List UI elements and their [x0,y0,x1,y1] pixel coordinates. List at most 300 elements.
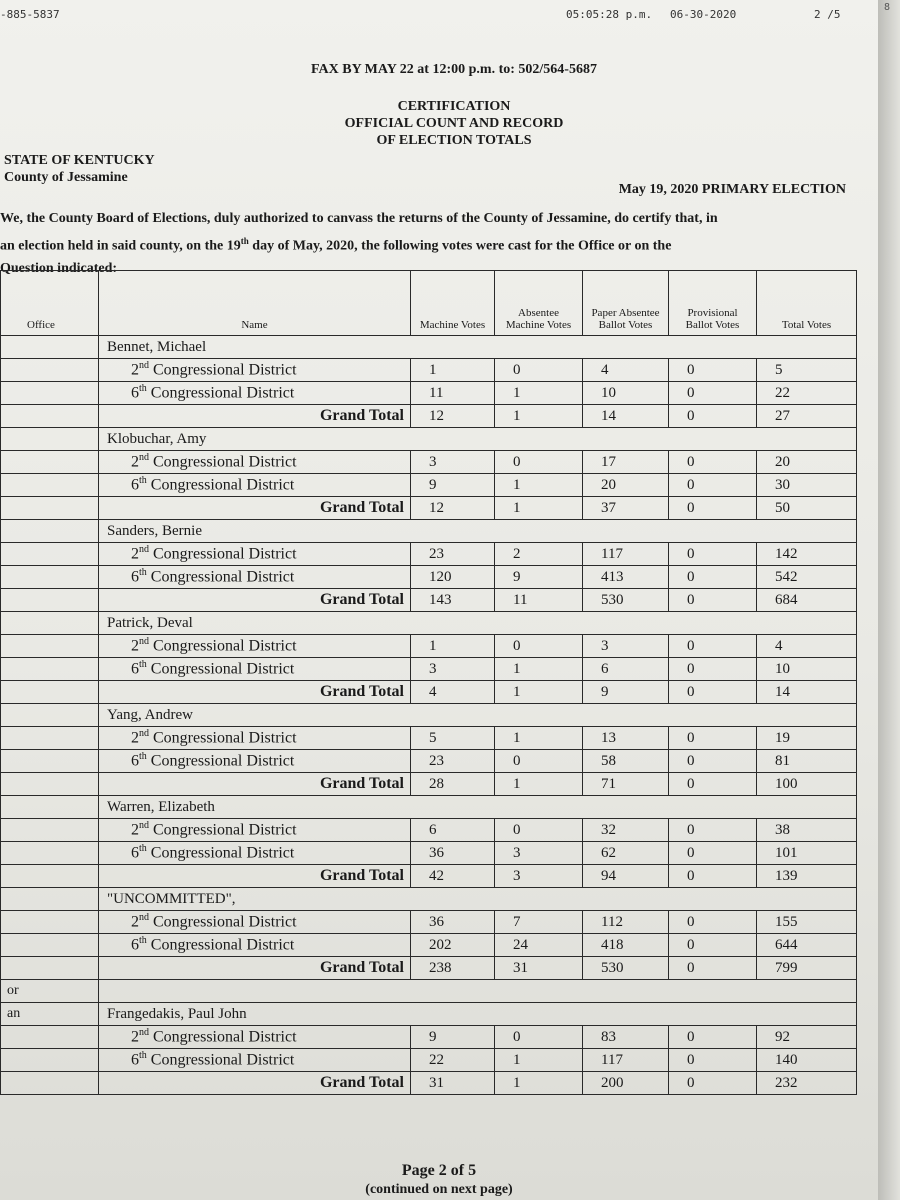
absentee-machine-votes-cell: 7 [495,911,583,934]
district-label [99,635,411,658]
absentee-machine-votes-cell: 31 [495,957,583,980]
office-cell [1,612,99,635]
district-number: 2 [131,821,139,839]
provisional-votes-cell: 0 [669,934,757,957]
grand-total-label: Grand Total [99,865,411,888]
district-2-row [1,543,857,566]
district-label [99,842,411,865]
paper-absentee-votes-cell: 4 [583,359,669,382]
district-text: Congressional District [146,936,295,954]
district-label [99,934,411,957]
total-votes-cell: 20 [757,451,857,474]
header-paper-absentee-votes: Paper Absentee Ballot Votes [583,271,669,336]
total-votes-cell: 542 [757,566,857,589]
para-line-2 [0,230,850,258]
district-6-row [1,1049,857,1072]
state-name: STATE OF KENTUCKY [4,153,155,168]
certification-paragraph [0,208,850,280]
office-cell: an [1,1003,99,1026]
machine-votes-cell: 36 [411,842,495,865]
provisional-votes-cell: 0 [669,1026,757,1049]
total-votes-cell: 27 [757,405,857,428]
header-provisional-votes: Provisional Ballot Votes [669,271,757,336]
total-votes-cell: 5 [757,359,857,382]
provisional-votes-cell: 0 [669,681,757,704]
office-cell-blank [1,566,99,589]
district-number: 2 [131,913,139,931]
provisional-votes-cell: 0 [669,773,757,796]
paper-absentee-votes-cell: 20 [583,474,669,497]
grand-total-row [1,1072,857,1095]
header-office: Office [1,271,99,336]
absentee-machine-votes-cell: 0 [495,750,583,773]
district-text: Congressional District [146,752,295,770]
absentee-machine-votes-cell: 1 [495,1049,583,1072]
candidate-row [1,888,857,911]
grand-total-row [1,589,857,612]
absentee-machine-votes-cell: 1 [495,497,583,520]
district-2-row [1,1026,857,1049]
provisional-votes-cell: 0 [669,635,757,658]
continued-note: (continued on next page) [365,1182,513,1197]
provisional-votes-cell: 0 [669,359,757,382]
district-6-row [1,658,857,681]
district-suffix: th [139,659,147,671]
district-text: Congressional District [149,453,297,471]
machine-votes-cell: 1 [411,359,495,382]
grand-total-label: Grand Total [99,405,411,428]
office-cell-blank [1,589,99,612]
office-cell-blank [1,1072,99,1095]
absentee-machine-votes-cell: 0 [495,359,583,382]
candidate-row [1,612,857,635]
paper-absentee-votes-cell: 32 [583,819,669,842]
district-label [99,727,411,750]
machine-votes-cell: 22 [411,1049,495,1072]
paper-absentee-votes-cell: 71 [583,773,669,796]
district-text: Congressional District [149,637,297,655]
office-cell-blank [1,359,99,382]
state-county-block [4,152,155,186]
absentee-machine-votes-cell: 0 [495,635,583,658]
district-text: Congressional District [149,821,297,839]
paper-absentee-votes-cell: 83 [583,1026,669,1049]
district-label [99,1049,411,1072]
machine-votes-cell: 1 [411,635,495,658]
district-text: Congressional District [149,913,297,931]
paper-absentee-votes-cell: 58 [583,750,669,773]
office-cell-blank [1,405,99,428]
district-number: 2 [131,637,139,655]
paper-absentee-votes-cell: 3 [583,635,669,658]
paper-absentee-votes-cell: 37 [583,497,669,520]
cert-line-2: OFFICIAL COUNT AND RECORD [344,116,564,131]
candidate-name: Bennet, Michael [99,336,857,359]
district-number: 6 [131,1051,139,1069]
grand-total-label: Grand Total [99,589,411,612]
office-cell-blank [1,474,99,497]
district-label [99,543,411,566]
district-text: Congressional District [149,1028,297,1046]
office-cell-blank [1,497,99,520]
district-2-row [1,451,857,474]
provisional-votes-cell: 0 [669,727,757,750]
paper-absentee-votes-cell: 200 [583,1072,669,1095]
machine-votes-cell: 23 [411,543,495,566]
candidate-row [1,704,857,727]
district-number: 2 [131,729,139,747]
district-number: 2 [131,1028,139,1046]
district-number: 6 [131,936,139,954]
grand-total-label: Grand Total [99,1072,411,1095]
district-6-row [1,566,857,589]
para-line-2-b: day of May, 2020, the following votes were cast for the Office or on the [248,238,672,254]
district-suffix: th [139,567,147,579]
district-suffix: th [139,475,147,487]
page-footer [0,1162,878,1198]
paper-absentee-votes-cell: 112 [583,911,669,934]
office-row-blank [99,980,857,1003]
absentee-machine-votes-cell: 24 [495,934,583,957]
next-page-edge [878,0,900,1200]
absentee-machine-votes-cell: 0 [495,819,583,842]
grand-total-label: Grand Total [99,497,411,520]
grand-total-label: Grand Total [99,957,411,980]
absentee-machine-votes-cell: 3 [495,842,583,865]
paper-absentee-votes-cell: 94 [583,865,669,888]
absentee-machine-votes-cell: 0 [495,1026,583,1049]
total-votes-cell: 139 [757,865,857,888]
machine-votes-cell: 9 [411,1026,495,1049]
cert-line-3: OF ELECTION TOTALS [376,133,532,148]
total-votes-cell: 92 [757,1026,857,1049]
district-suffix: th [139,843,147,855]
office-cell [1,704,99,727]
office-label-cell: or [1,980,99,1003]
district-label [99,359,411,382]
office-cell-blank [1,727,99,750]
district-suffix: nd [139,544,149,556]
district-label [99,658,411,681]
office-cell-blank [1,842,99,865]
total-votes-cell: 140 [757,1049,857,1072]
provisional-votes-cell: 0 [669,566,757,589]
machine-votes-cell: 4 [411,681,495,704]
total-votes-cell: 644 [757,934,857,957]
provisional-votes-cell: 0 [669,474,757,497]
machine-votes-cell: 36 [411,911,495,934]
candidate-name: Frangedakis, Paul John [99,1003,857,1026]
office-cell [1,428,99,451]
office-cell-blank [1,819,99,842]
office-cell [1,336,99,359]
office-cell-blank [1,658,99,681]
candidate-row [1,1003,857,1026]
provisional-votes-cell: 0 [669,750,757,773]
district-suffix: nd [139,820,149,832]
district-label [99,382,411,405]
total-votes-cell: 38 [757,819,857,842]
certification-title [30,98,878,149]
district-6-row [1,750,857,773]
district-2-row [1,359,857,382]
absentee-machine-votes-cell: 0 [495,451,583,474]
total-votes-cell: 22 [757,382,857,405]
district-number: 6 [131,752,139,770]
office-cell [1,796,99,819]
paper-absentee-votes-cell: 6 [583,658,669,681]
paper-absentee-votes-cell: 117 [583,543,669,566]
district-label [99,474,411,497]
machine-votes-cell: 3 [411,451,495,474]
fax-transmission-header [0,8,870,24]
edge-digit: 8 [884,2,891,13]
district-label [99,451,411,474]
fax-number: -885-5837 [0,8,60,21]
candidate-name: Klobuchar, Amy [99,428,857,451]
vote-table-body [1,336,857,1095]
grand-total-row [1,773,857,796]
absentee-machine-votes-cell: 11 [495,589,583,612]
district-suffix: nd [139,452,149,464]
absentee-machine-votes-cell: 9 [495,566,583,589]
district-text: Congressional District [146,1051,295,1069]
district-label [99,566,411,589]
header-total-votes: Total Votes [757,271,857,336]
district-number: 2 [131,545,139,563]
total-votes-cell: 684 [757,589,857,612]
candidate-row [1,428,857,451]
district-2-row [1,819,857,842]
absentee-machine-votes-cell: 1 [495,658,583,681]
total-votes-cell: 155 [757,911,857,934]
paper-absentee-votes-cell: 14 [583,405,669,428]
total-votes-cell: 101 [757,842,857,865]
paper-absentee-votes-cell: 117 [583,1049,669,1072]
candidate-name: Yang, Andrew [99,704,857,727]
fax-instruction: FAX BY MAY 22 at 12:00 p.m. to: 502/564-5687 [311,62,597,77]
fax-time: 05:05:28 p.m. [566,8,653,21]
grand-total-row [1,497,857,520]
total-votes-cell: 30 [757,474,857,497]
machine-votes-cell: 28 [411,773,495,796]
total-votes-cell: 81 [757,750,857,773]
grand-total-label: Grand Total [99,773,411,796]
provisional-votes-cell: 0 [669,1072,757,1095]
provisional-votes-cell: 0 [669,865,757,888]
candidate-row [1,336,857,359]
machine-votes-cell: 42 [411,865,495,888]
district-label [99,750,411,773]
district-number: 2 [131,361,139,379]
candidate-row [1,520,857,543]
district-2-row [1,727,857,750]
grand-total-row [1,865,857,888]
district-number: 6 [131,384,139,402]
office-cell-blank [1,1026,99,1049]
total-votes-cell: 142 [757,543,857,566]
provisional-votes-cell: 0 [669,405,757,428]
fax-page-fraction: 2 /5 [814,8,841,21]
absentee-machine-votes-cell: 1 [495,727,583,750]
paper-absentee-votes-cell: 62 [583,842,669,865]
machine-votes-cell: 120 [411,566,495,589]
district-number: 6 [131,568,139,586]
para-line-3: Question indicated: [0,260,118,276]
para-line-2-a: an election held in said county, on the 19 [0,238,241,254]
candidate-name: Patrick, Deval [99,612,857,635]
machine-votes-cell: 12 [411,405,495,428]
provisional-votes-cell: 0 [669,658,757,681]
district-suffix: nd [139,912,149,924]
fax-date: 06-30-2020 [670,8,737,21]
machine-votes-cell: 202 [411,934,495,957]
office-cell-blank [1,543,99,566]
provisional-votes-cell: 0 [669,957,757,980]
office-cell-blank [1,934,99,957]
total-votes-cell: 19 [757,727,857,750]
district-text: Congressional District [146,476,295,494]
district-number: 6 [131,844,139,862]
cert-line-1: CERTIFICATION [397,99,511,114]
district-suffix: nd [139,360,149,372]
district-suffix: nd [139,728,149,740]
total-votes-cell: 10 [757,658,857,681]
paper-absentee-votes-cell: 10 [583,382,669,405]
office-cell-blank [1,750,99,773]
machine-votes-cell: 23 [411,750,495,773]
grand-total-label: Grand Total [99,681,411,704]
grand-total-row [1,405,857,428]
district-suffix: nd [139,636,149,648]
district-label [99,911,411,934]
office-row [1,980,857,1003]
district-text: Congressional District [149,729,297,747]
office-cell-blank [1,911,99,934]
office-cell-blank [1,681,99,704]
machine-votes-cell: 31 [411,1072,495,1095]
total-votes-cell: 50 [757,497,857,520]
district-text: Congressional District [146,568,295,586]
page-number: Page 2 of 5 [401,1162,477,1179]
office-cell-blank [1,635,99,658]
provisional-votes-cell: 0 [669,543,757,566]
absentee-machine-votes-cell: 1 [495,474,583,497]
district-text: Congressional District [146,660,295,678]
district-6-row [1,842,857,865]
office-cell-blank [1,1049,99,1072]
provisional-votes-cell: 0 [669,382,757,405]
district-suffix: th [139,751,147,763]
header-absentee-machine-votes: Absentee Machine Votes [495,271,583,336]
machine-votes-cell: 3 [411,658,495,681]
total-votes-cell: 14 [757,681,857,704]
absentee-machine-votes-cell: 3 [495,865,583,888]
absentee-machine-votes-cell: 2 [495,543,583,566]
machine-votes-cell: 238 [411,957,495,980]
provisional-votes-cell: 0 [669,589,757,612]
district-6-row [1,934,857,957]
county-name: County of Jessamine [4,170,128,185]
district-text: Congressional District [149,361,297,379]
district-text: Congressional District [149,545,297,563]
absentee-machine-votes-cell: 1 [495,681,583,704]
candidate-name: "UNCOMMITTED", [99,888,857,911]
provisional-votes-cell: 0 [669,819,757,842]
district-suffix: th [139,935,147,947]
office-cell-blank [1,773,99,796]
grand-total-row [1,681,857,704]
candidate-name: Sanders, Bernie [99,520,857,543]
district-number: 6 [131,660,139,678]
district-suffix: th [139,1050,147,1062]
office-cell [1,888,99,911]
district-6-row [1,382,857,405]
district-text: Congressional District [146,844,295,862]
absentee-machine-votes-cell: 1 [495,1072,583,1095]
absentee-machine-votes-cell: 1 [495,405,583,428]
office-cell-blank [1,451,99,474]
district-label [99,819,411,842]
district-2-row [1,635,857,658]
machine-votes-cell: 12 [411,497,495,520]
district-6-row [1,474,857,497]
total-votes-cell: 100 [757,773,857,796]
candidate-row [1,796,857,819]
provisional-votes-cell: 0 [669,911,757,934]
paper-absentee-votes-cell: 17 [583,451,669,474]
absentee-machine-votes-cell: 1 [495,773,583,796]
office-cell-blank [1,957,99,980]
paper-absentee-votes-cell: 13 [583,727,669,750]
total-votes-cell: 232 [757,1072,857,1095]
machine-votes-cell: 11 [411,382,495,405]
header-name: Name [99,271,411,336]
paper-absentee-votes-cell: 413 [583,566,669,589]
paper-absentee-votes-cell: 530 [583,957,669,980]
district-number: 6 [131,476,139,494]
office-cell-blank [1,382,99,405]
machine-votes-cell: 143 [411,589,495,612]
district-suffix: nd [139,1027,149,1039]
machine-votes-cell: 9 [411,474,495,497]
absentee-machine-votes-cell: 1 [495,382,583,405]
header-machine-votes: Machine Votes [411,271,495,336]
vote-totals-table [0,270,857,1095]
total-votes-cell: 4 [757,635,857,658]
election-name: May 19, 2020 PRIMARY ELECTION [618,182,846,197]
office-cell [1,520,99,543]
table-header-row [1,271,857,336]
paper-absentee-votes-cell: 418 [583,934,669,957]
total-votes-cell: 799 [757,957,857,980]
provisional-votes-cell: 0 [669,1049,757,1072]
machine-votes-cell: 5 [411,727,495,750]
document-header [0,62,878,149]
provisional-votes-cell: 0 [669,451,757,474]
para-line-2-sup: th [240,236,249,246]
para-line-1: We, the County Board of Elections, duly authorized to canvass the returns of the County of Jessamine, do certify that, in [0,211,718,226]
district-label [99,1026,411,1049]
district-number: 2 [131,453,139,471]
paper-absentee-votes-cell: 9 [583,681,669,704]
provisional-votes-cell: 0 [669,842,757,865]
district-text: Congressional District [146,384,295,402]
office-cell-blank [1,865,99,888]
provisional-votes-cell: 0 [669,497,757,520]
paper-absentee-votes-cell: 530 [583,589,669,612]
district-2-row [1,911,857,934]
